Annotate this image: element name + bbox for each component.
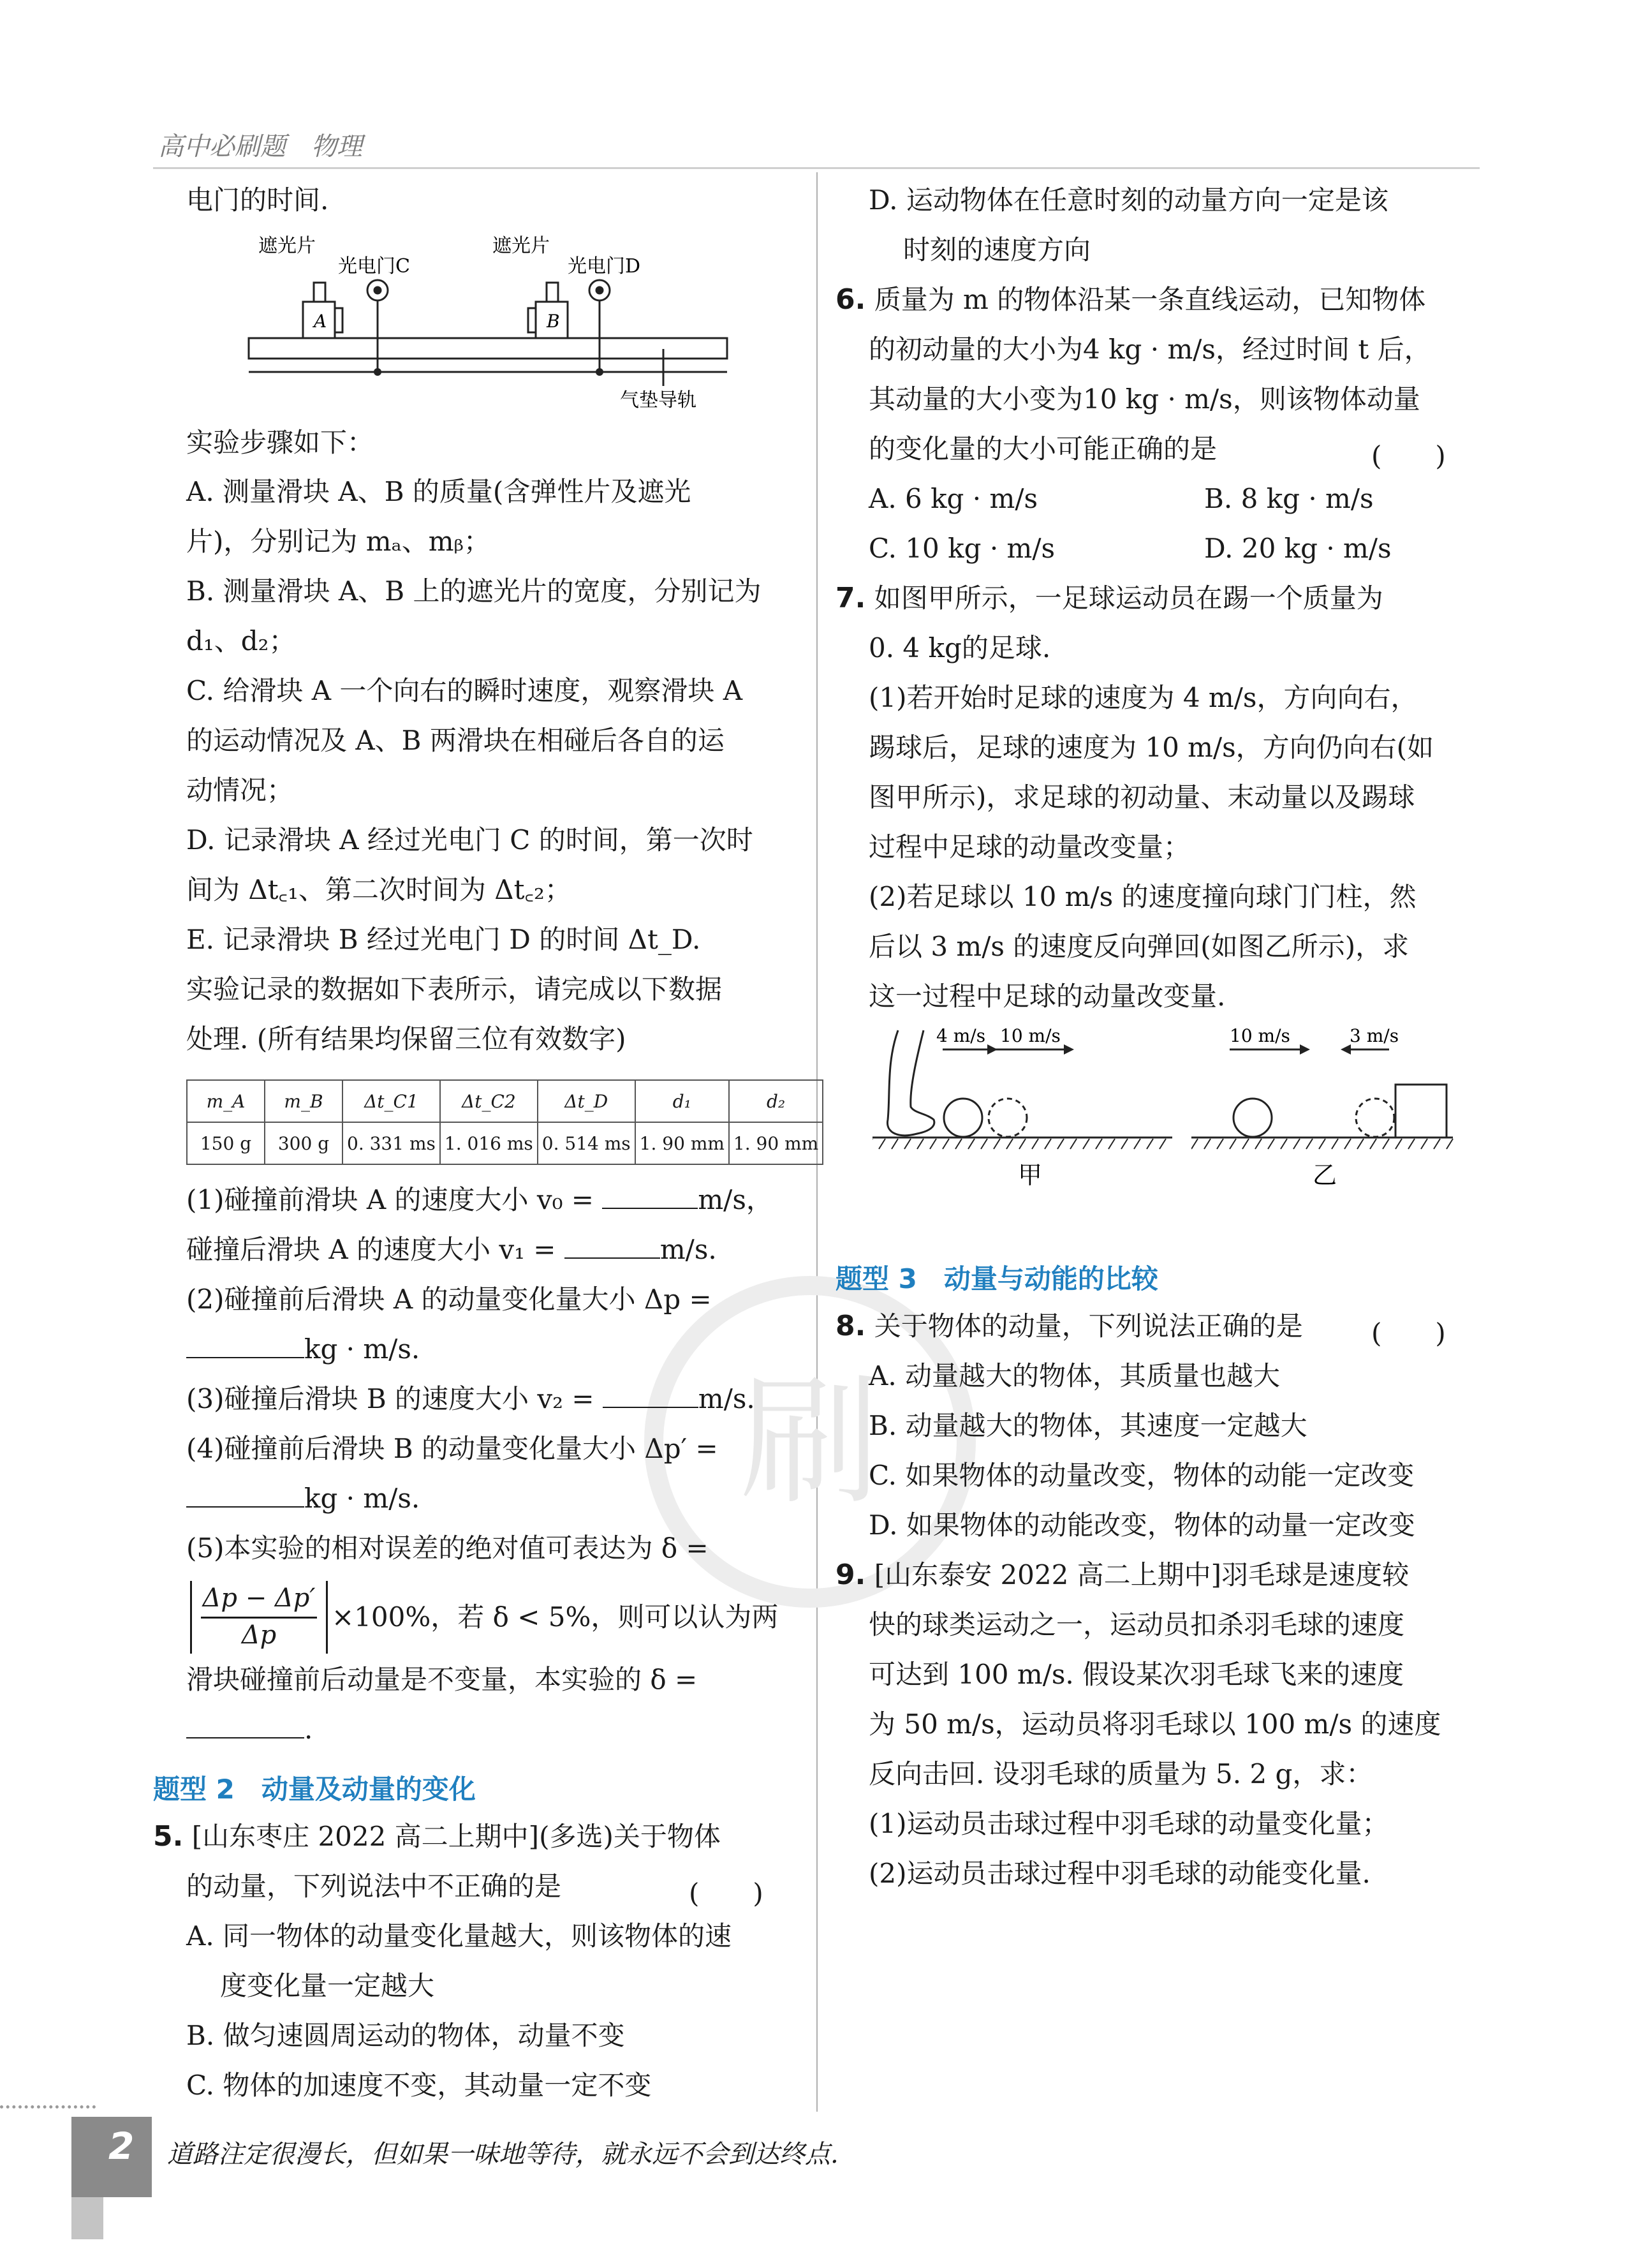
- step-line: 的运动情况及 A、B 两滑块在相碰后各自的运: [186, 725, 725, 756]
- question-4: (4)碰撞前后滑块 B 的动量变化量大小 Δp′ =: [186, 1433, 718, 1464]
- header-rule: [153, 167, 1480, 169]
- question-7-line: 图甲所示)，求足球的初动量、末动量以及踢球: [869, 782, 1415, 813]
- step-line: d₁、d₂；: [186, 625, 296, 656]
- fraction-bar: [201, 1617, 317, 1619]
- table-cell: 150 g: [187, 1122, 265, 1164]
- option-d: D. 运动物体在任意时刻的动量方向一定是该: [869, 184, 1388, 216]
- question-9-line: 为 50 m/s，运动员将羽毛球以 100 m/s 的速度: [869, 1708, 1441, 1740]
- figure-caption: 甲: [1018, 1161, 1043, 1189]
- question-7-line: 踢球后，足球的速度为 10 m/s，方向仍向右(如: [869, 732, 1434, 763]
- table-header-cell: Δt_C2: [440, 1080, 538, 1122]
- air-track-diagram: [230, 226, 740, 418]
- question-5-answer: .: [186, 1711, 313, 1748]
- question-6-line: 的变化量的大小可能正确的是: [869, 433, 1218, 464]
- answer-blank[interactable]: [603, 1407, 698, 1408]
- option-a: A. 6 kg · m/s: [869, 483, 1038, 514]
- section-title-3: 题型 3 动量与动能的比较: [836, 1263, 1158, 1294]
- option-d-cont: 时刻的速度方向: [903, 234, 1091, 265]
- answer-paren[interactable]: ( ): [1371, 440, 1446, 471]
- figure-yi: [1191, 1024, 1459, 1190]
- watermark-seal: 刷: [644, 1276, 976, 1608]
- question-5-line2: ×100%，若 δ < 5%，则可以认为两: [332, 1601, 779, 1633]
- intro-text: 电门的时间.: [186, 184, 329, 216]
- table-header-cell: Δt_D: [538, 1080, 635, 1122]
- question-3: (3)碰撞后滑块 B 的速度大小 v₂ = m/s.: [186, 1383, 755, 1414]
- data-table: [186, 1079, 823, 1165]
- step-line: D. 记录滑块 A 经过光电门 C 的时间，第一次时: [186, 824, 753, 856]
- shade-label-b: 遮光片: [492, 235, 550, 257]
- table-header-cell: Δt_C1: [342, 1080, 440, 1122]
- velocity-label: 3 m/s: [1350, 1025, 1399, 1046]
- question-1b: 碰撞后滑块 A 的速度大小 v₁ = m/s.: [186, 1234, 717, 1265]
- table-row: [187, 1122, 823, 1164]
- answer-paren[interactable]: ( ): [1371, 1317, 1446, 1349]
- option-a-cont: 度变化量一定越大: [220, 1970, 435, 2001]
- step-line: E. 记录滑块 B 经过光电门 D 的时间 Δt_D.: [186, 924, 701, 955]
- question-6-stem: 6. 质量为 m 的物体沿某一条直线运动，已知物体: [836, 283, 1426, 316]
- gate-c-label: 光电门C: [338, 255, 410, 278]
- table-cell: 0. 514 ms: [538, 1122, 635, 1164]
- question-7-line: 后以 3 m/s 的速度反向弹回(如图乙所示)，求: [869, 931, 1410, 962]
- option-c: C. 如果物体的动量改变，物体的动能一定改变: [869, 1460, 1415, 1491]
- option-d: D. 如果物体的动能改变，物体的动量一定改变: [869, 1509, 1415, 1541]
- answer-blank[interactable]: [186, 1737, 304, 1738]
- question-5-line3: 滑块碰撞前后动量是不变量，本实验的 δ =: [186, 1664, 698, 1695]
- step-line: B. 测量滑块 A、B 上的遮光片的宽度，分别记为: [186, 575, 762, 607]
- rail-label: 气垫导轨: [620, 389, 696, 411]
- option-b: B. 8 kg · m/s: [1204, 483, 1374, 514]
- question-8-stem: 8. 关于物体的动量，下列说法正确的是: [836, 1310, 1303, 1342]
- answer-blank[interactable]: [564, 1257, 660, 1259]
- table-cell: 1. 90 mm: [635, 1122, 729, 1164]
- table-header-cell: d₁: [635, 1080, 729, 1122]
- fraction-numerator: Δp − Δp′: [202, 1583, 316, 1613]
- option-c: C. 10 kg · m/s: [869, 533, 1056, 564]
- option-c: C. 物体的加速度不变，其动量一定不变: [186, 2070, 652, 2101]
- step-line: 片)，分别记为 mₐ、mᵦ；: [186, 526, 490, 557]
- step-line: A. 测量滑块 A、B 的质量(含弹性片及遮光: [186, 476, 691, 507]
- question-7-line: (2)若足球以 10 m/s 的速度撞向球门门柱，然: [869, 881, 1417, 912]
- question-7-line: 过程中足球的动量改变量；: [869, 831, 1191, 863]
- block-b-label: B: [547, 311, 560, 332]
- question-9-line: (1)运动员击球过程中羽毛球的动量变化量；: [869, 1808, 1389, 1839]
- footer-dots: [0, 2105, 96, 2114]
- question-2: (2)碰撞前后滑块 A 的动量变化量大小 Δp =: [186, 1284, 712, 1315]
- question-9-line: 反向击回. 设羽毛球的质量为 5. 2 g，求：: [869, 1758, 1373, 1790]
- table-cell: 1. 016 ms: [440, 1122, 538, 1164]
- step-line: 间为 Δt꜀₁、第二次时间为 Δt꜀₂；: [186, 874, 571, 905]
- question-6-line: 其动量的大小变为10 kg · m/s，则该物体动量: [869, 383, 1420, 415]
- table-header-cell: m_A: [187, 1080, 265, 1122]
- fraction-denominator: Δp: [241, 1620, 277, 1650]
- velocity-label: 4 m/s: [936, 1025, 986, 1046]
- answer-blank[interactable]: [186, 1506, 304, 1508]
- running-header: 高中必刷题 物理: [158, 132, 362, 161]
- answer-paren[interactable]: ( ): [689, 1878, 763, 1909]
- question-7-line: (1)若开始时足球的速度为 4 m/s，方向向右，: [869, 682, 1418, 713]
- step-line: 动情况；: [186, 775, 294, 806]
- footer-motto: 道路注定很漫长，但如果一味地等待，就永远不会到达终点.: [167, 2140, 839, 2169]
- question-1a: (1)碰撞前滑块 A 的速度大小 v₀ = m/s，: [186, 1184, 773, 1215]
- page-number: 2: [108, 2124, 135, 2168]
- question-2-answer: kg · m/s.: [186, 1331, 420, 1368]
- question-6-line: 的初动量的大小为4 kg · m/s，经过时间 t 后，: [869, 334, 1431, 365]
- abs-fraction: [190, 1581, 328, 1654]
- figure-caption: 乙: [1313, 1161, 1337, 1189]
- question-9-line: 快的球类运动之一，运动员扣杀羽毛球的速度: [869, 1609, 1405, 1640]
- table-cell: 0. 331 ms: [342, 1122, 440, 1164]
- velocity-label: 10 m/s: [1230, 1025, 1290, 1046]
- step-line: 处理. (所有结果均保留三位有效数字): [186, 1023, 626, 1055]
- section-title-2: 题型 2 动量及动量的变化: [153, 1774, 476, 1805]
- question-7-stem: 7. 如图甲所示，一足球运动员在踢一个质量为: [836, 582, 1383, 614]
- table-header-row: [187, 1080, 823, 1122]
- option-a: A. 动量越大的物体，其质量也越大: [869, 1360, 1281, 1391]
- question-9-line: 可达到 100 m/s. 假设某次羽毛球飞来的速度: [869, 1659, 1404, 1690]
- answer-blank[interactable]: [602, 1208, 698, 1209]
- question-5-stem2: 的动量，下列说法中不正确的是: [186, 1871, 562, 1902]
- gate-d-label: 光电门D: [568, 255, 641, 278]
- table-cell: 300 g: [265, 1122, 342, 1164]
- shade-label-a: 遮光片: [258, 235, 316, 257]
- figure-jia: [872, 1024, 1179, 1190]
- steps-title: 实验步骤如下：: [186, 427, 374, 458]
- table-header-cell: d₂: [729, 1080, 823, 1122]
- option-b: B. 做匀速圆周运动的物体，动量不变: [186, 2020, 625, 2051]
- step-line: C. 给滑块 A 一个向右的瞬时速度，观察滑块 A: [186, 675, 743, 706]
- question-7-line: 0. 4 kg的足球.: [869, 632, 1051, 663]
- step-line: 实验记录的数据如下表所示，请完成以下数据: [186, 974, 723, 1005]
- question-4-answer: kg · m/s.: [186, 1480, 420, 1517]
- question-9-stem: 9. [山东泰安 2022 高二上期中]羽毛球是速度较: [836, 1559, 1410, 1591]
- block-a-label: A: [314, 311, 327, 332]
- question-9-line: (2)运动员击球过程中羽毛球的动能变化量.: [869, 1858, 1371, 1889]
- option-d: D. 20 kg · m/s: [1204, 533, 1392, 564]
- question-5-line1: (5)本实验的相对误差的绝对值可表达为 δ =: [186, 1532, 709, 1564]
- table-cell: 1. 90 mm: [729, 1122, 823, 1164]
- option-a: A. 同一物体的动量变化量越大，则该物体的速: [186, 1920, 732, 1952]
- question-7-line: 这一过程中足球的动量改变量.: [869, 981, 1226, 1012]
- table-header-cell: m_B: [265, 1080, 342, 1122]
- question-5-stem: 5. [山东枣庄 2022 高二上期中](多选)关于物体: [153, 1820, 721, 1853]
- answer-blank[interactable]: [186, 1357, 304, 1358]
- velocity-label: 10 m/s: [1000, 1025, 1061, 1046]
- option-b: B. 动量越大的物体，其速度一定越大: [869, 1410, 1307, 1441]
